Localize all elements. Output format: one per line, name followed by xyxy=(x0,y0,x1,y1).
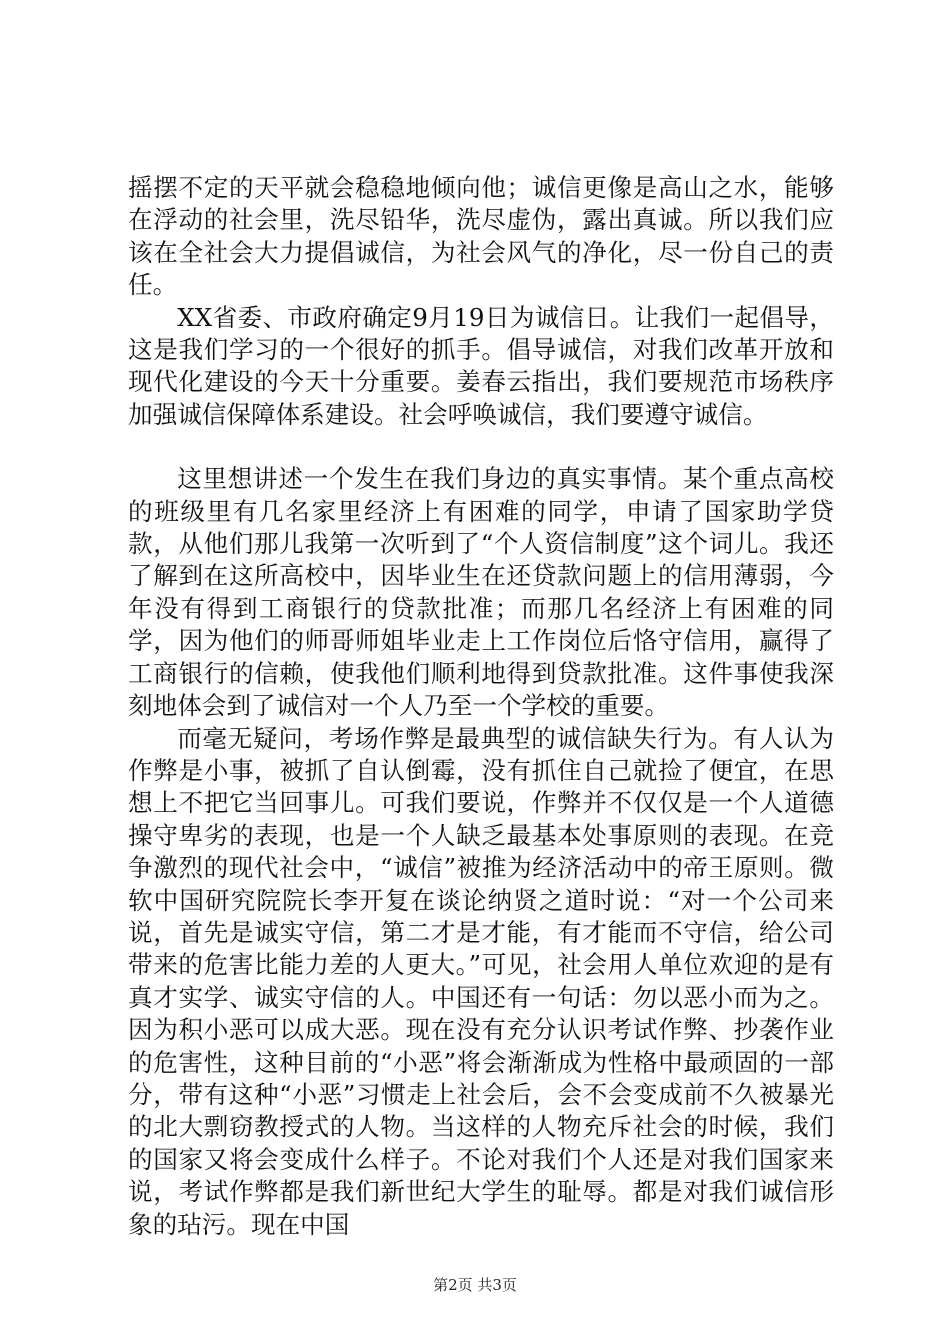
page-number-footer: 第2页 共3页 xyxy=(433,1276,517,1294)
paragraph-true-story: 这里想讲述一个发生在我们身边的真实事情。某个重点高校的班级里有几名家里经济上有困难的同学，申请了国家助学贷款，从他们那儿我第一次听到了“个人资信制度”这个词儿。我还了解到在这所高校中，因毕业生在还贷款问题上的信用薄弱，今年没有得到工商银行的贷款批准；而那几名经济上有困难的同学，因为他们的师哥师姐毕业走上工作岗位后恪守信用，赢得了工商银行的信赖，使我他们顺利地得到贷款批准。这件事使我深刻地体会到了诚信对一个人乃至一个学校的重要。 xyxy=(128,464,834,721)
document-body xyxy=(128,172,834,1241)
paragraph-exam-cheating: 而毫无疑问，考场作弊是最典型的诚信缺失行为。有人认为作弊是小事，被抓了自认倒霉，没有抓住自己就捡了便宜，在思想上不把它当回事儿。可我们要说，作弊并不仅仅是一个人道德操守卑劣的表现，也是一个人缺乏最基本处事原则的表现。在竞争激烈的现代社会中，“诚信”被推为经济活动中的帝王原则。微软中国研究院院长李开复在谈论纳贤之道时说：“对一个公司来说，首先是诚实守信，第二才是才能，有才能而不守信，给公司带来的危害比能力差的人更大。”可见，社会用人单位欢迎的是有真才实学、诚实守信的人。中国还有一句话：勿以恶小而为之。因为积小恶可以成大恶。现在没有充分认识考试作弊、抄袭作业的危害性，这种目前的“小恶”将会渐渐成为性格中最顽固的一部分，带有这种“小恶”习惯走上社会后，会不会变成前不久被暴光的北大剽窃教授式的人物。当这样的人物充斥社会的时候，我们的国家又将会变成什么样子。不论对我们个人还是对我们国家来说，考试作弊都是我们新世纪大学生的耻辱。都是对我们诚信形象的玷污。现在中国 xyxy=(128,723,834,1239)
paragraph-honesty-day: XX省委、市政府确定9月19日为诚信日。让我们一起倡导，这是我们学习的一个很好的抓手。倡导诚信，对我们改革开放和现代化建设的今天十分重要。姜春云指出，我们要规范市场秩序加强诚信保障体系建设。社会呼唤诚信，我们要遵守诚信。 xyxy=(128,302,834,429)
paragraph-continuation: 摇摆不定的天平就会稳稳地倾向他；诚信更像是高山之水，能够在浮动的社会里，洗尽铅华，洗尽虚伪，露出真诚。所以我们应该在全社会大力提倡诚信，为社会风气的净化，尽一份自己的责任。 xyxy=(128,173,834,300)
